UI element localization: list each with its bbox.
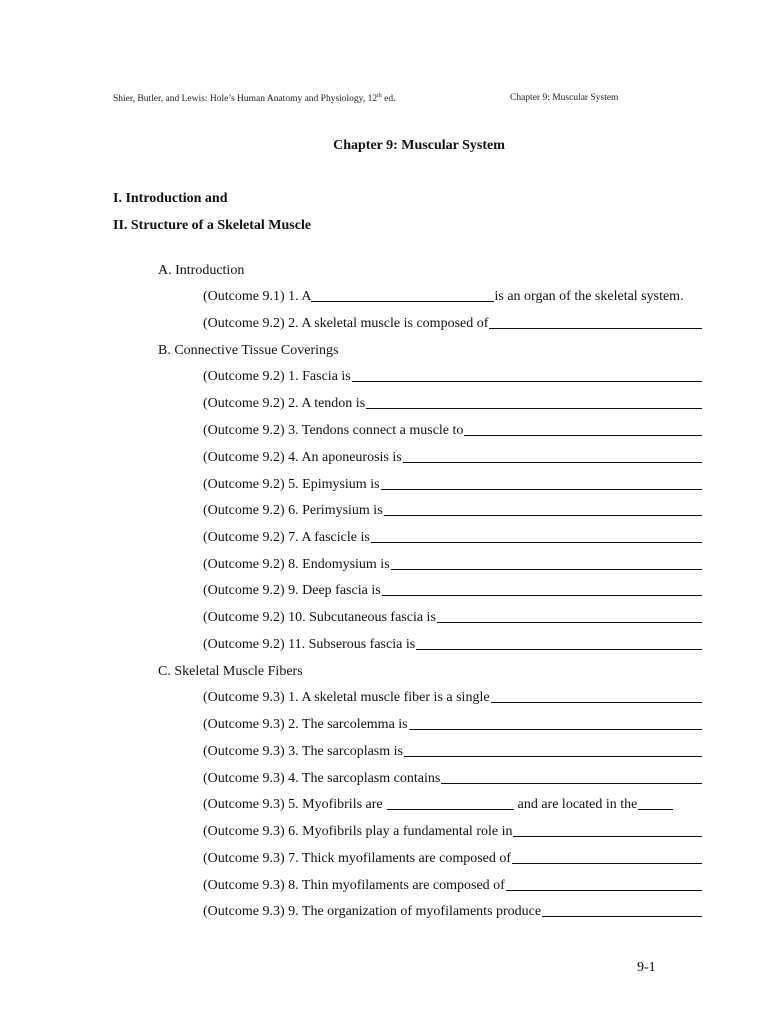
question-c8 <box>203 878 702 894</box>
question-text: (Outcome 9.2) 1. Fascia is <box>203 369 351 384</box>
question-b9 <box>203 583 702 599</box>
running-header-edition-suffix: ed. <box>381 94 396 104</box>
question-a1 <box>203 289 702 305</box>
answer-blank[interactable] <box>512 863 702 864</box>
section-a-label: A. Introduction <box>158 263 245 278</box>
question-text: (Outcome 9.3) 5. Myofibrils are <box>203 797 383 812</box>
answer-blank-tail[interactable] <box>638 809 673 810</box>
question-b5 <box>203 477 702 493</box>
answer-blank[interactable] <box>366 408 702 409</box>
question-b11 <box>203 637 702 653</box>
question-a2 <box>203 316 702 332</box>
section-b-label: B. Connective Tissue Coverings <box>158 343 339 358</box>
question-text: (Outcome 9.3) 8. Thin myofilaments are composed of <box>203 878 505 893</box>
question-text: (Outcome 9.2) 4. An aponeurosis is <box>203 450 402 465</box>
answer-blank[interactable] <box>387 809 514 810</box>
answer-blank[interactable] <box>513 836 702 837</box>
answer-blank[interactable] <box>441 783 702 784</box>
answer-blank[interactable] <box>506 890 702 891</box>
question-text: (Outcome 9.3) 7. Thick myofilaments are composed of <box>203 851 512 866</box>
answer-blank[interactable] <box>403 462 702 463</box>
question-text: (Outcome 9.2) 6. Perimysium is <box>203 503 383 518</box>
question-c2 <box>203 717 702 733</box>
answer-blank[interactable] <box>416 649 702 650</box>
question-text: (Outcome 9.2) 5. Epimysium is <box>203 477 380 492</box>
question-text: (Outcome 9.2) 10. Subcutaneous fascia is <box>203 610 436 625</box>
question-c4 <box>203 771 702 787</box>
answer-blank[interactable] <box>491 702 702 703</box>
answer-blank[interactable] <box>382 595 702 596</box>
question-text: (Outcome 9.3) 1. A skeletal muscle fiber is a single <box>203 690 490 705</box>
question-after-text: is an organ of the skeletal system. <box>494 289 684 304</box>
chapter-title: Chapter 9: Muscular System <box>333 138 505 153</box>
question-text: (Outcome 9.3) 2. The sarcolemma is <box>203 717 408 732</box>
answer-blank[interactable] <box>384 515 702 516</box>
answer-blank[interactable] <box>489 328 702 329</box>
question-text: (Outcome 9.3) 3. The sarcoplasm is <box>203 744 403 759</box>
question-text: (Outcome 9.2) 2. A skeletal muscle is composed of <box>203 316 489 331</box>
question-b7 <box>203 530 702 546</box>
question-text: (Outcome 9.2) 8. Endomysium is <box>203 557 390 572</box>
question-text: (Outcome 9.1) 1. A is an organ of the skeletal system. <box>203 289 684 304</box>
answer-blank[interactable] <box>409 729 702 730</box>
question-b3 <box>203 423 702 439</box>
answer-blank[interactable] <box>391 569 702 570</box>
question-text: (Outcome 9.2) 2. A tendon is <box>203 396 366 411</box>
question-b1 <box>203 369 702 385</box>
section-c-label: C. Skeletal Muscle Fibers <box>158 664 303 679</box>
question-c9 <box>203 904 702 920</box>
edition-superscript: th <box>377 93 382 99</box>
answer-blank[interactable] <box>381 489 702 490</box>
question-text: (Outcome 9.2) 11. Subserous fascia is <box>203 637 416 652</box>
answer-blank[interactable] <box>542 916 702 917</box>
question-text: (Outcome 9.2) 9. Deep fascia is <box>203 583 381 598</box>
question-b10 <box>203 610 702 626</box>
question-b8 <box>203 557 702 573</box>
answer-blank[interactable] <box>464 435 702 436</box>
question-text: (Outcome 9.2) 7. A fascicle is <box>203 530 370 545</box>
heading-structure: II. Structure of a Skeletal Muscle <box>113 218 312 233</box>
running-header-right: Chapter 9: Muscular System <box>510 93 619 103</box>
question-text: (Outcome 9.3) 9. The organization of myofilaments produce <box>203 904 542 919</box>
page-number: 9-1 <box>637 960 656 975</box>
answer-blank[interactable] <box>311 301 494 302</box>
answer-blank[interactable] <box>437 622 702 623</box>
question-text: (Outcome 9.2) 3. Tendons connect a muscle to <box>203 423 464 438</box>
question-c5 <box>203 797 702 813</box>
running-header-citation: Shier, Butler, and Lewis: Hole’s Human Anatomy and Physiology, 12 <box>113 94 378 104</box>
question-b6 <box>203 503 702 519</box>
answer-blank[interactable] <box>371 542 702 543</box>
running-header-left <box>113 93 395 104</box>
question-text: (Outcome 9.3) 6. Myofibrils play a fundamental role in <box>203 824 513 839</box>
question-b2 <box>203 396 702 412</box>
question-c7 <box>203 851 702 867</box>
question-b4 <box>203 450 702 466</box>
question-c6 <box>203 824 702 840</box>
question-c1 <box>203 690 702 706</box>
answer-blank[interactable] <box>404 756 702 757</box>
heading-introduction: I. Introduction and <box>113 191 228 206</box>
question-text: (Outcome 9.3) 4. The sarcoplasm contains <box>203 771 441 786</box>
question-c3 <box>203 744 702 760</box>
question-after-text: and are located in the <box>517 797 638 812</box>
answer-blank[interactable] <box>352 381 702 382</box>
